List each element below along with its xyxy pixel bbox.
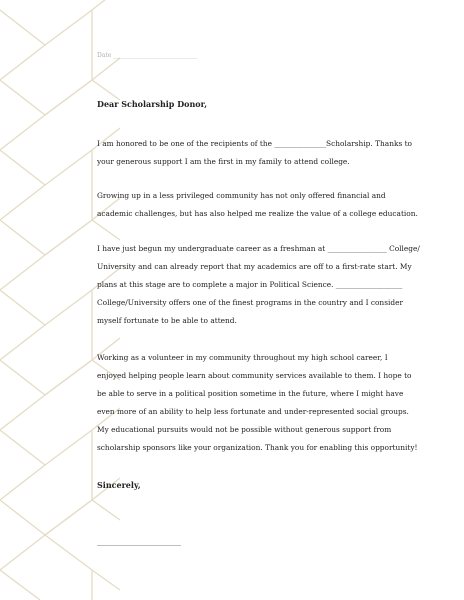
- paragraph-line: My educational pursuits would not be possible without generous support from: [97, 425, 392, 434]
- paragraph-line: academic challenges, but has also helped me realize the value of a college education.: [97, 209, 418, 218]
- closing: Sincerely,: [97, 480, 141, 490]
- paragraph-line: scholarship sponsors like your organization. Thank you for enabling this opportunity!: [97, 443, 418, 452]
- paragraph-line: I am honored to be one of the recipients of the ______________Scholarship. Thanks to: [97, 139, 413, 148]
- paragraph-line: Working as a volunteer in my community throughout my high school career, I: [97, 353, 388, 362]
- signature-line: ________________________: [97, 538, 181, 546]
- paragraph-line: plans at this stage are to complete a major in Political Science. __________________: [97, 280, 403, 289]
- salutation: Dear Scholarship Donor,: [97, 99, 208, 109]
- paragraph-line: even more of an ability to help less fortunate and under-represented social groups.: [97, 407, 409, 416]
- paragraph-line: enjoyed helping people learn about community services available to them. I hope to: [97, 371, 412, 380]
- paragraph-line: College/University offers one of the finest programs in the country and I consider: [97, 298, 403, 307]
- paragraph-line: University and can already report that my academics are off to a first-rate start. My: [97, 262, 412, 271]
- paragraph-4: [97, 349, 442, 457]
- date-field: Date ____________________________: [97, 52, 198, 59]
- paragraph-line: be able to serve in a political position sometime in the future, where I might have: [97, 389, 404, 398]
- paragraph-line: myself fortunate to be able to attend.: [97, 316, 237, 325]
- paragraph-line: your generous support I am the first in my family to attend college.: [97, 157, 350, 166]
- paragraph-1: [97, 135, 442, 171]
- paragraph-line: Growing up in a less privileged community has not only offered financial and: [97, 191, 386, 200]
- paragraph-2: [97, 187, 442, 223]
- paragraph-line: I have just begun my undergraduate career as a freshman at ________________ College/: [97, 244, 420, 253]
- paragraph-3: [97, 240, 442, 330]
